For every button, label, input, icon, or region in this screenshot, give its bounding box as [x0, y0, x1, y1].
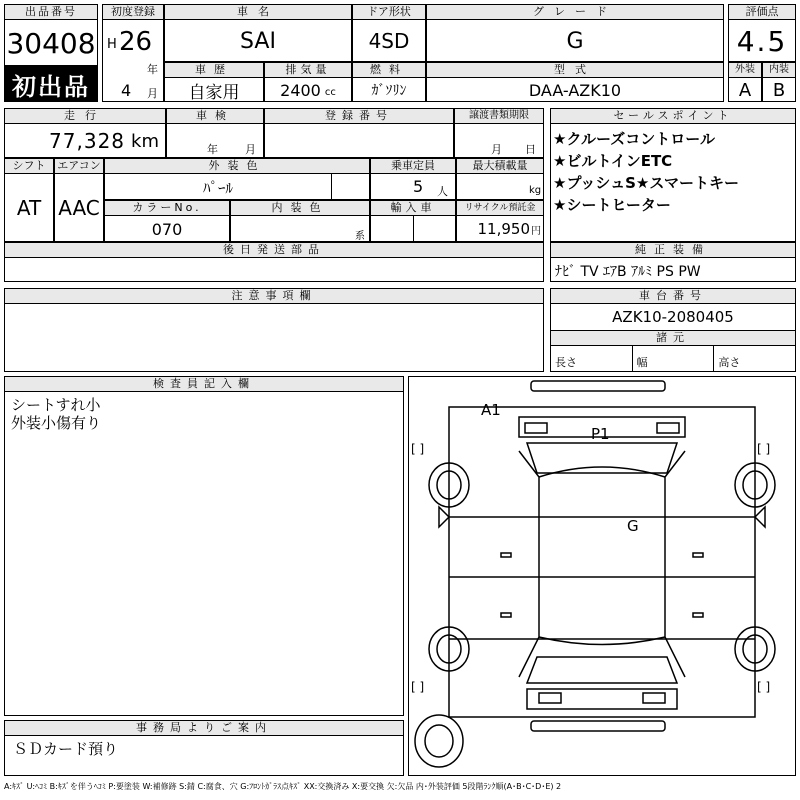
first-reg-label: 初度登録	[103, 5, 163, 20]
sales-box	[550, 108, 796, 242]
sales-point: ★シートヒーター	[553, 196, 671, 214]
length-cell	[551, 346, 633, 371]
damage-mark-p1: P1	[591, 425, 610, 443]
history-label: 車歴	[165, 63, 263, 78]
recycle-value: 11,950	[477, 220, 530, 238]
shift-box	[4, 158, 54, 242]
width-label: 幅	[636, 356, 648, 369]
recycle-box	[456, 200, 544, 242]
capacity-box	[370, 158, 456, 200]
int-color-box	[230, 200, 370, 242]
score-box	[728, 4, 796, 62]
office-text: ＳＤカード預り	[13, 740, 119, 758]
int-color-label: 内装色	[231, 201, 369, 216]
interior-box	[762, 62, 796, 102]
sales-point: ★プッシュS★スマートキー	[553, 174, 740, 192]
history-box	[164, 62, 264, 102]
color-no-label: カラーNo.	[105, 201, 229, 216]
model-box	[426, 62, 724, 102]
bracket-label: [ ]	[757, 680, 771, 694]
import-divider	[413, 216, 414, 242]
mileage-value: 77,328	[49, 129, 126, 153]
sales-point: ★ビルトインETC	[553, 152, 673, 170]
displacement-unit: cc	[324, 86, 336, 98]
transfer-month-unit: 月	[491, 143, 503, 156]
ext-color-swatch	[331, 174, 369, 200]
reg-month: 4	[121, 81, 132, 100]
exterior-grade: A	[738, 79, 752, 101]
displacement-value: 2400	[280, 80, 321, 100]
office-box	[4, 720, 404, 776]
load-label: 最大積載量	[457, 159, 543, 174]
first-reg-box	[102, 4, 164, 102]
chassis-value: AZK10-2080405	[551, 304, 795, 331]
bracket-label: [ ]	[411, 680, 425, 694]
ext-color-value: ﾊﾟｰﾙ	[202, 178, 233, 197]
reg-number-label: 登録番号	[265, 109, 453, 124]
lot-box	[4, 4, 98, 66]
ac-value: AAC	[58, 196, 100, 220]
lot-label: 出品番号	[5, 5, 97, 20]
transfer-box	[454, 108, 544, 158]
sales-label: セールスポイント	[551, 109, 795, 124]
ac-box	[54, 158, 104, 242]
import-label: 輸入車	[371, 201, 455, 216]
inspector-notes	[5, 392, 403, 436]
length-label: 長さ	[555, 356, 577, 369]
height-cell	[714, 346, 795, 371]
reg-year: 26	[119, 27, 153, 57]
exterior-box	[728, 62, 762, 102]
dims-label: 諸元	[551, 331, 795, 346]
ext-color-label: 外装色	[105, 159, 369, 174]
displacement-box	[264, 62, 352, 102]
equipment-box	[550, 242, 796, 282]
transfer-label: 譲渡書類期限	[455, 109, 543, 124]
int-color-suffix: 系	[355, 231, 365, 242]
first-listing-badge: 初出品	[4, 66, 98, 102]
import-box	[370, 200, 456, 242]
car-diagram-svg	[409, 377, 795, 775]
reg-number-box	[264, 108, 454, 158]
insp-year-unit: 年	[207, 143, 219, 156]
grade-box	[426, 4, 724, 62]
sales-points	[551, 124, 795, 220]
recycle-row	[457, 216, 543, 242]
score-label: 評価点	[729, 5, 795, 20]
car-diagram	[408, 376, 796, 776]
color-no-value: 070	[151, 219, 183, 239]
inspection-box	[166, 108, 264, 158]
inspector-line: 外装小傷有り	[11, 414, 102, 432]
equipment-value: ﾅﾋﾞ TV ｴｱB ｱﾙﾐ PS PW	[555, 264, 701, 280]
shift-label: シフト	[5, 159, 53, 174]
car-name-label: 車名	[165, 5, 351, 20]
lot-number: 30408	[6, 26, 96, 60]
mileage-row	[5, 124, 165, 158]
inspector-box	[4, 376, 404, 716]
mileage-box	[4, 108, 166, 158]
year-unit: 年	[147, 63, 158, 76]
interior-grade: B	[772, 79, 786, 101]
insp-month-unit: 月	[245, 143, 257, 156]
fuel-label: 燃料	[353, 63, 425, 78]
load-unit: kg	[529, 185, 542, 196]
history-value: 自家用	[188, 82, 240, 103]
door-box	[352, 4, 426, 62]
grade-value: G	[566, 28, 584, 54]
chassis-label: 車台番号	[551, 289, 795, 304]
door-type: 4SD	[368, 29, 410, 53]
fuel-value: ｶﾞｿﾘﾝ	[371, 83, 407, 99]
era-prefix: H	[107, 37, 117, 52]
capacity-value: 5	[413, 177, 424, 196]
ac-label: エアコン	[55, 159, 103, 174]
recycle-label: リサイクル預託金	[457, 201, 543, 216]
recycle-unit: 円	[531, 225, 541, 237]
capacity-unit: 人	[437, 185, 449, 198]
displacement-row	[265, 78, 351, 102]
mileage-label: 走行	[5, 109, 165, 124]
chassis-box	[550, 288, 796, 372]
inspector-label: 検査員記入欄	[5, 377, 403, 392]
mileage-unit: km	[131, 130, 159, 152]
car-name: SAI	[240, 28, 276, 54]
displacement-label: 排気量	[265, 63, 351, 78]
interior-label: 内装	[763, 63, 795, 78]
door-label: ドア形状	[353, 5, 425, 20]
width-cell	[633, 346, 715, 371]
ext-color-box	[104, 158, 370, 200]
inspector-line: シートすれ小	[11, 396, 101, 414]
bracket-label: [ ]	[411, 442, 425, 456]
model-label: 型式	[427, 63, 723, 78]
equipment-label: 純正装備	[551, 243, 795, 258]
color-no-box	[104, 200, 230, 242]
later-parts-label: 後日発送部品	[5, 243, 543, 258]
month-unit: 月	[147, 87, 158, 100]
fuel-box	[352, 62, 426, 102]
damage-mark-a1: A1	[481, 401, 501, 419]
dims-row	[551, 346, 795, 371]
notes-box	[4, 288, 544, 372]
damage-mark-g: G	[627, 517, 639, 535]
height-label: 高さ	[718, 356, 741, 369]
inspection-label: 車検	[167, 109, 263, 124]
grade-label: グレード	[427, 5, 723, 20]
later-parts-box	[4, 242, 544, 282]
office-label: 事務局よりご案内	[5, 721, 403, 736]
score-value: 4.5	[736, 24, 788, 58]
legend: A:ｷｽﾞ U:ﾍｺﾐ B:ｷｽﾞを伴うﾍｺﾐ P:要塗装 W:補修跡 S:錆 C:腐食、穴 G:ﾌﾛﾝﾄｶﾞﾗｽ点ｷｽﾞ XX:交換済み X:要交換 欠:欠品 内･外装評価 5段階ﾗﾝｸ順(A･B･C･D･E) 2	[4, 782, 562, 791]
transfer-day-unit: 日	[525, 143, 537, 156]
notes-label: 注意事項欄	[5, 289, 543, 304]
load-box	[456, 158, 544, 200]
shift-value: AT	[16, 196, 42, 220]
exterior-label: 外装	[729, 63, 761, 78]
sales-point: ★クルーズコントロール	[553, 130, 715, 148]
car-name-box	[164, 4, 352, 62]
model-value: DAA-AZK10	[528, 80, 622, 100]
bracket-label: [ ]	[757, 442, 771, 456]
capacity-label: 乗車定員	[371, 159, 455, 174]
